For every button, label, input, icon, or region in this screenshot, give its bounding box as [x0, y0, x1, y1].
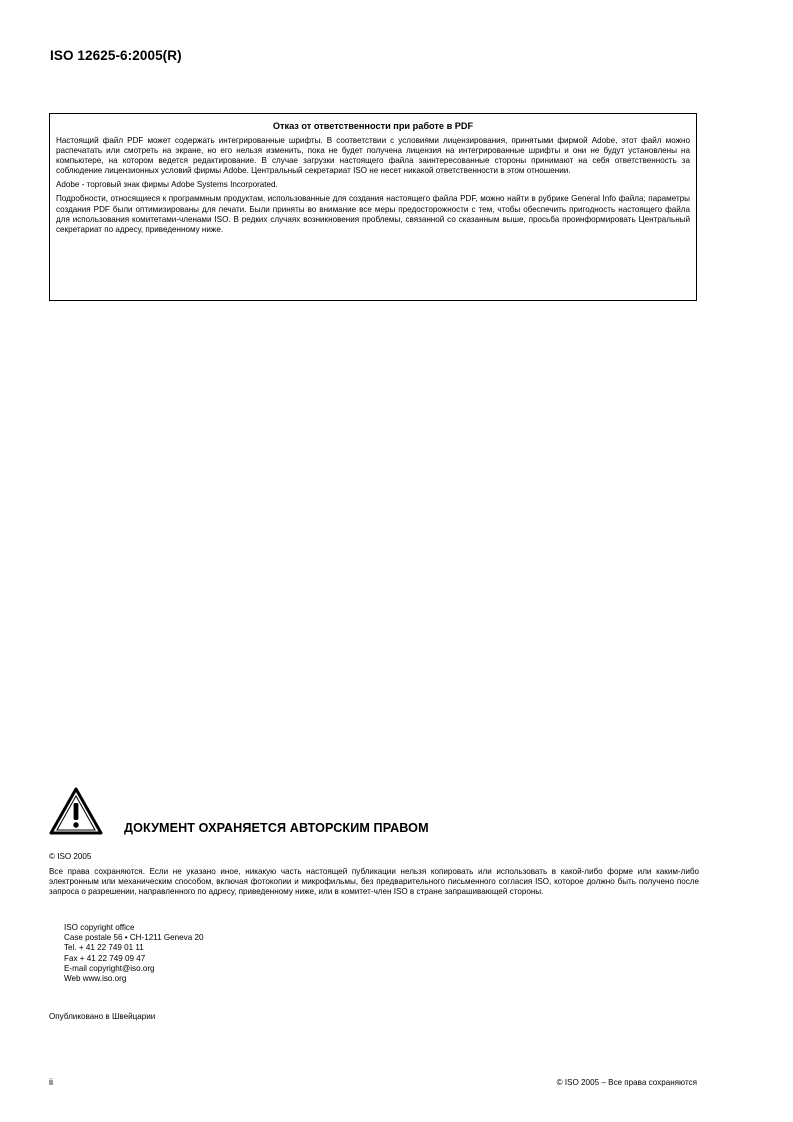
address-line: ISO copyright office — [64, 923, 135, 932]
document-id: ISO 12625-6:2005(R) — [50, 48, 182, 63]
email-line: E-mail copyright@iso.org — [64, 963, 155, 973]
address-line: Fax + 41 22 749 09 47 — [64, 953, 146, 963]
copyright-title: ДОКУМЕНТ ОХРАНЯЕТСЯ АВТОРСКИМ ПРАВОМ — [124, 821, 429, 835]
disclaimer-paragraph: Подробности, относящиеся к программным продуктам, использованные для создания настоящего файла PDF, можно найти в рубрике General Info файла; параметры создания PDF были оптимизированы для печати. Были приняты во внимание все меры предосторожности с тем, чтобы обеспечить пригодность настоящего файла для использования комитетами-членами ISO. В редких случаях возникновения проблемы, связанной со сказанным выше, просьба проинформировать Центральный секретариат по адресу, приведенному ниже. — [56, 194, 690, 234]
pdf-disclaimer-box — [49, 113, 697, 301]
iso-address — [64, 923, 203, 984]
disclaimer-paragraph: Настоящий файл PDF может содержать интегрированные шрифты. В соответствии с условиями лицензирования, принятыми фирмой Adobe, этот файл можно распечатать или смотреть на экране, но его нельзя изменить, пока не будет получена лицензия на интегрированные шрифты и они не будут установлены на компьютере, на котором ведется редактирование. В случае загрузки настоящего файла заинтересованные стороны принимают на себя ответственность за соблюдение лицензионных условий фирмы Adobe. Центральный секретариат ISO не несет никакой ответственности в этом отношении. — [56, 136, 690, 176]
warning-triangle-icon — [49, 787, 103, 835]
published-in: Опубликовано в Швейцарии — [49, 1012, 156, 1021]
rights-text: Все права сохраняются. Если не указано иное, никакую часть настоящей публикации нельзя копировать или использовать в какой-либо форме или каким-либо электронным или механическим способом, включая фотокопии и микрофильмы, без предварительного письменного согласия ISO, которое должно быть получено после запроса о разрешении, направленного по адресу, приведенному ниже, или в комитет-член ISO в стране запрашивающей стороны. — [49, 867, 699, 897]
web-line: Web www.iso.org — [64, 974, 127, 984]
address-line: Case postale 56 • CH-1211 Geneva 20 — [64, 933, 204, 943]
disclaimer-paragraph: Adobe - торговый знак фирмы Adobe Systems Incorporated. — [56, 180, 278, 190]
copyright-notice: © ISO 2005 — [49, 852, 92, 861]
disclaimer-title: Отказ от ответственности при работе в PDF — [272, 121, 474, 131]
page-number: ii — [49, 1077, 53, 1087]
footer-rights: © ISO 2005 – Все права сохраняются — [556, 1078, 697, 1087]
address-line: Tel. + 41 22 749 01 11 — [64, 943, 144, 953]
